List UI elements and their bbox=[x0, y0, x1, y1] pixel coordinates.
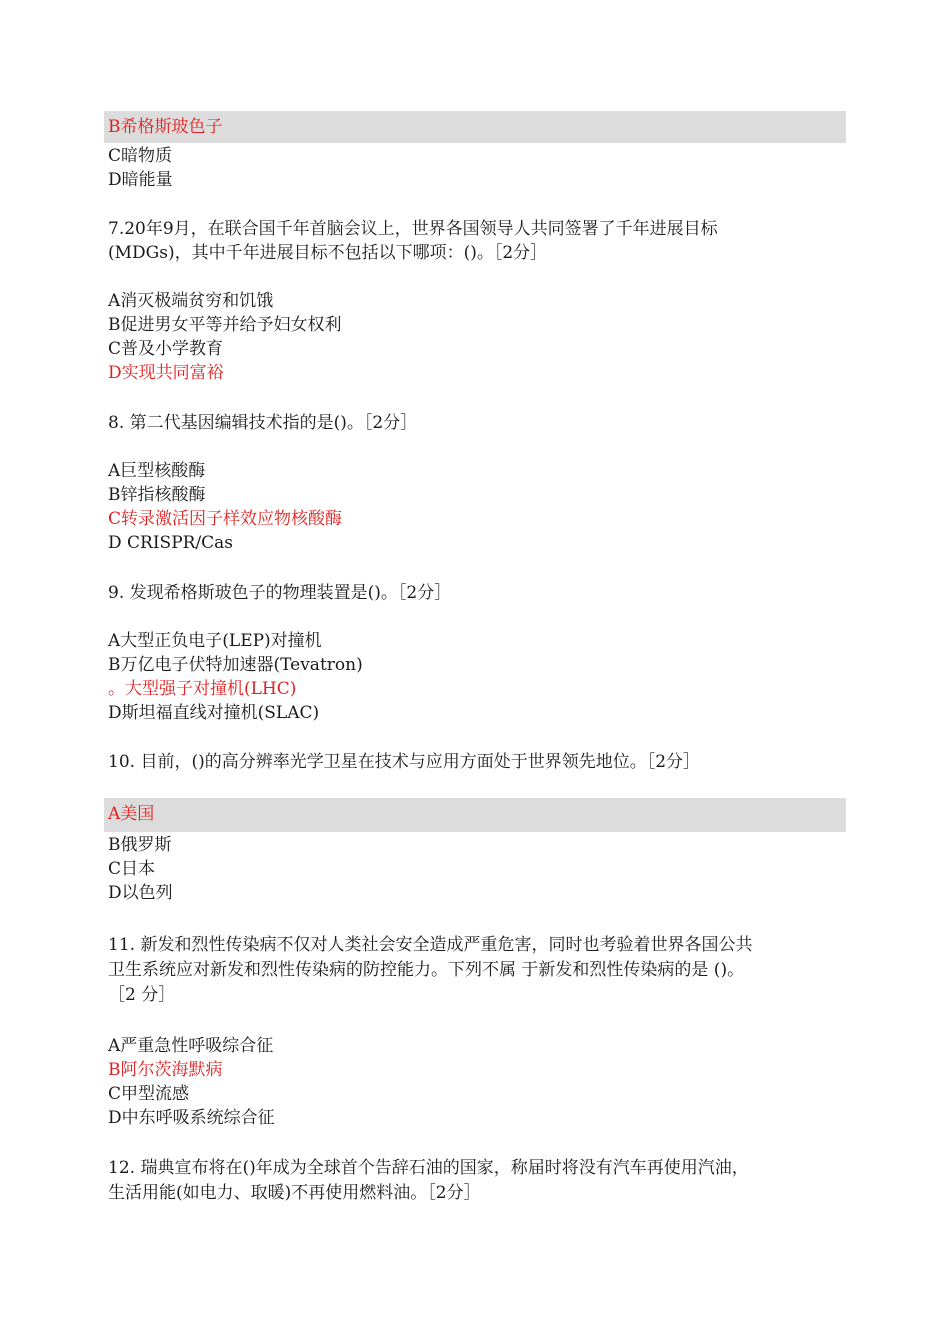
q8-option-a: A巨型核酸酶 bbox=[108, 461, 206, 481]
q10-option-a: A美国 bbox=[108, 804, 155, 824]
q10-stem: 10. 目前，()的高分辨率光学卫星在技术与应用方面处于世界领先地位。［2分］ bbox=[108, 752, 701, 772]
q6-option-d: D暗能量 bbox=[108, 170, 173, 190]
q11-option-d: D中东呼吸系统综合征 bbox=[108, 1108, 275, 1128]
answer-highlight-q10 bbox=[104, 798, 846, 832]
q12-stem-line2: 生活用能(如电力、取暖)不再使用燃料油。［2分］ bbox=[108, 1183, 481, 1203]
q9-stem: 9. 发现希格斯玻色子的物理装置是()。［2分］ bbox=[108, 583, 452, 603]
q8-stem: 8. 第二代基因编辑技术指的是()。［2分］ bbox=[108, 413, 418, 433]
q7-option-a: A消灭极端贫穷和饥饿 bbox=[108, 291, 274, 311]
q11-stem-line1: 11. 新发和烈性传染病不仅对人类社会安全造成严重危害，同时也考验着世界各国公共 bbox=[108, 935, 753, 955]
q6-option-b: B希格斯玻色子 bbox=[108, 117, 223, 137]
q11-stem-line2: 卫生系统应对新发和烈性传染病的防控能力。下列不属 于新发和烈性传染病的是 ()。 bbox=[108, 960, 745, 980]
q12-stem-line1: 12. 瑞典宣布将在()年成为全球首个告辞石油的国家，称届时将没有汽车再使用汽油， bbox=[108, 1158, 749, 1178]
q11-option-a: A严重急性呼吸综合征 bbox=[108, 1036, 274, 1056]
q7-stem-line2: (MDGs)，其中千年进展目标不包括以下哪项：()。［2分］ bbox=[108, 243, 548, 263]
q7-stem-line1: 7.20年9月，在联合国千年首脑会议上，世界各国领导人共同签署了千年进展目标 bbox=[108, 219, 718, 239]
q10-option-c: C日本 bbox=[108, 859, 156, 879]
q11-option-c: C甲型流感 bbox=[108, 1084, 190, 1104]
q11-stem-line3: ［2 分］ bbox=[108, 985, 176, 1005]
q7-option-c: C普及小学教育 bbox=[108, 339, 224, 359]
q11-option-b: B阿尔茨海默病 bbox=[108, 1060, 223, 1080]
q7-option-d: D实现共同富裕 bbox=[108, 363, 224, 383]
q8-option-d: D CRISPR/Cas bbox=[108, 533, 234, 553]
q6-option-c: C暗物质 bbox=[108, 146, 173, 166]
q10-option-b: B俄罗斯 bbox=[108, 835, 172, 855]
q10-option-d: D以色列 bbox=[108, 883, 173, 903]
q8-option-b: B锌指核酸酶 bbox=[108, 485, 206, 505]
q8-option-c: C转录激活因子样效应物核酸酶 bbox=[108, 509, 343, 529]
q9-option-b: B万亿电子伏特加速器(Tevatron) bbox=[108, 655, 363, 675]
q7-option-b: B促进男女平等并给予妇女权利 bbox=[108, 315, 342, 335]
q9-option-a: A大型正负电子(LEP)对撞机 bbox=[108, 631, 322, 651]
q9-option-c: 。大型强子对撞机(LHC) bbox=[108, 679, 297, 699]
q9-option-d: D斯坦福直线对撞机(SLAC) bbox=[108, 703, 320, 723]
